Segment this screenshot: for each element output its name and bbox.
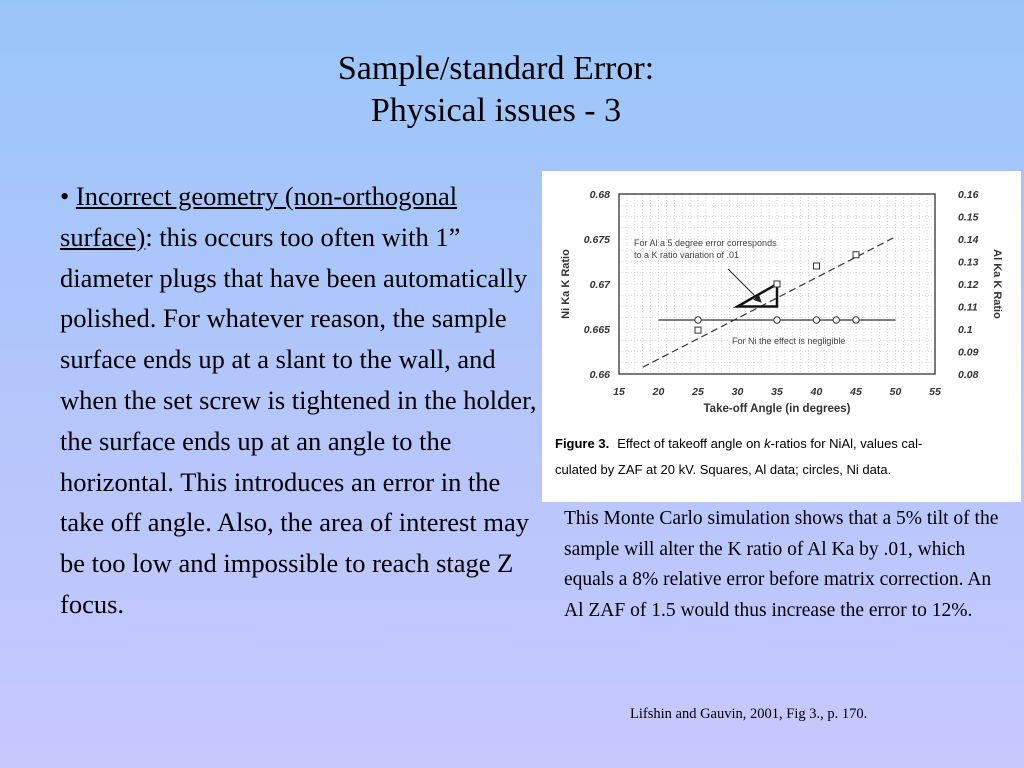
al-data-point: [814, 263, 820, 269]
y-tick-label-left: 0.675: [583, 234, 610, 246]
x-tick-label: 25: [692, 386, 704, 398]
title-line-2: Physical issues - 3: [370, 92, 622, 129]
y-tick-label-left: 0.66: [589, 369, 610, 381]
annotation-al-line2: to a K ratio variation of .01: [634, 250, 740, 260]
ni-data-point: [833, 317, 839, 323]
chart-svg: [542, 171, 1021, 502]
slide-title: [200, 48, 792, 132]
x-tick-label: 15: [613, 386, 625, 398]
figure-image: [542, 171, 1021, 502]
y-tick-label-right: 0.11: [958, 301, 978, 314]
x-tick-label: 40: [810, 386, 823, 398]
annotation-ni: For Ni the effect is negligible: [732, 336, 846, 346]
y-tick-label-right: 0.09: [958, 346, 979, 359]
x-tick-label: 50: [889, 386, 902, 398]
bullet-marker: •: [60, 181, 70, 211]
al-data-point: [853, 252, 859, 258]
al-data-point: [774, 281, 780, 287]
x-tick-label: 30: [731, 386, 744, 398]
x-tick-label: 55: [929, 386, 941, 398]
bullet-body: : this occurs too often with 1” diameter plugs that have been automatically polished. For whatever reason, the sample surface ends up at a slant to the wall, and when the set screw is tightened in the holder, the surface ends up at an angle to the horizontal. This introduces an error in the take off angle. Also, the area of interest may be too low and impossible to reach stage Z focus.: [60, 221, 537, 619]
y-tick-label-right: 0.1: [958, 324, 973, 336]
ni-data-point: [774, 317, 780, 323]
source-citation: Lifshin and Gauvin, 2001, Fig 3., p. 170.: [630, 706, 868, 722]
underlined-heading: Incorrect geometry (non-orthogonal surface): [60, 181, 458, 252]
x-tick-label: 20: [652, 386, 665, 398]
figure-caption-line1: [555, 436, 922, 451]
ni-data-point: [813, 317, 819, 323]
y-tick-label-right: 0.13: [958, 256, 979, 269]
y-axis-label-right: Al Ka K Ratio: [991, 249, 1003, 319]
y-tick-label-left: 0.665: [583, 324, 610, 336]
y-tick-label-right: 0.16: [958, 189, 979, 201]
figure-caption-text-1: Effect of takeoff angle on: [617, 436, 765, 451]
y-tick-label-right: 0.15: [958, 211, 979, 224]
y-tick-label-left: 0.68: [589, 189, 610, 201]
y-axis-label-left: Ni Ka K Ratio: [560, 249, 572, 319]
x-axis-label: Take-off Angle (in degrees): [703, 403, 851, 415]
x-tick-label: 35: [771, 386, 783, 398]
annotation-arrow: [728, 269, 761, 302]
ni-data-point: [695, 317, 701, 323]
figure-caption-k: k: [764, 436, 771, 451]
al-data-point: [695, 327, 701, 333]
y-tick-label-right: 0.12: [958, 279, 979, 291]
title-line-1: Sample/standard Error:: [337, 50, 655, 87]
figure-caption-label: Figure 3.: [555, 436, 610, 451]
figure-caption-line2: culated by ZAF at 20 kV. Squares, Al data; circles, Ni data.: [555, 462, 892, 477]
error-triangle: [738, 284, 778, 307]
annotation-al-line1: For Al a 5 degree error corresponds: [634, 238, 777, 248]
y-tick-label-right: 0.14: [958, 234, 979, 246]
figure-caption-text-2: -ratios for NiAl, values cal-: [770, 436, 923, 451]
y-tick-label-left: 0.67: [589, 279, 610, 291]
bullet-paragraph: [60, 176, 546, 625]
x-tick-label: 45: [850, 386, 862, 398]
y-tick-label-right: 0.08: [958, 369, 979, 381]
simulation-caption: This Monte Carlo simulation shows that a 5% tilt of the sample will alter the K ratio of Al Ka by .01, which equals a 8% relative error before matrix correction. An Al ZAF of 1.5 would thus increase the error to 12%.: [564, 508, 999, 621]
ni-data-point: [853, 317, 859, 323]
